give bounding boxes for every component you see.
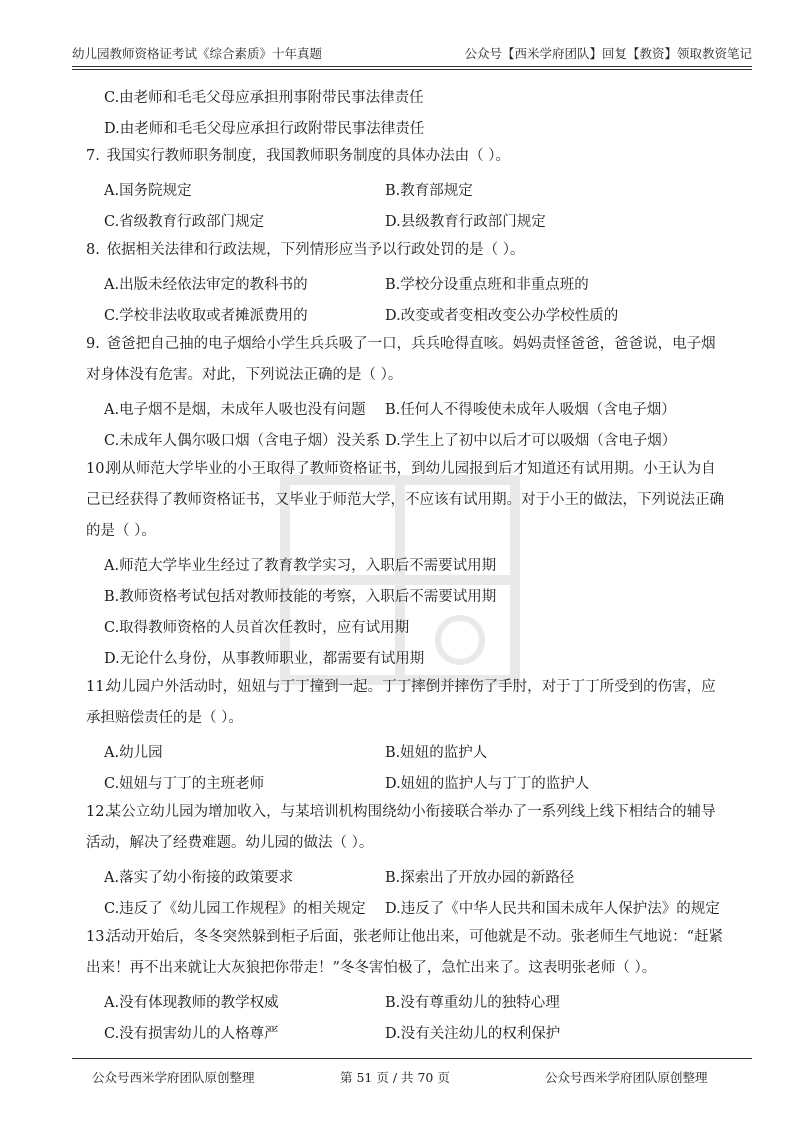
question-13 xyxy=(86,922,726,984)
question-stem: 某公立幼儿园为增加收入，与某培训机构围绕幼小衔接联合举办了一系列线上线下相结合的辅导活动，解决了经费难题。幼儿园的做法（ ）。 xyxy=(86,804,716,851)
header-divider-secondary xyxy=(72,69,752,70)
q13-option-c: C.没有损害幼儿的人格尊严 xyxy=(104,1026,279,1042)
q12-option-a: A.落实了幼小衔接的政策要求 xyxy=(104,870,294,886)
question-number: 12. xyxy=(86,804,110,820)
question-stem: 刚从师范大学毕业的小王取得了教师资格证书，到幼儿园报到后才知道还有试用期。小王认为自己已经获得了教师资格证书，又毕业于师范大学，不应该有试用期。对于小王的做法，下列说法正确的是（ ）。 xyxy=(86,461,724,539)
q10-option-b: B.教师资格考试包括对教师技能的考察，入职后不需要试用期 xyxy=(104,589,497,605)
q11-option-a: A.幼儿园 xyxy=(104,745,163,761)
question-stem: 我国实行教师职务制度，我国教师职务制度的具体办法由（ ）。 xyxy=(106,148,510,164)
q11-option-b: B.妞妞的监护人 xyxy=(385,745,488,761)
q9-option-a: A.电子烟不是烟，未成年人吸也没有问题 xyxy=(104,402,366,418)
footer-left: 公众号西米学府团队原创整理 xyxy=(92,1070,255,1085)
q7-option-b: B.教育部规定 xyxy=(385,183,473,199)
q9-option-b: B.任何人不得唆使未成年人吸烟（含电子烟） xyxy=(385,402,676,418)
question-stem: 幼儿园户外活动时，妞妞与丁丁撞到一起。丁丁摔倒并摔伤了手肘，对于丁丁所受到的伤害，应承担赔偿责任的是（ ）。 xyxy=(86,679,716,726)
q13-option-d: D.没有关注幼儿的权利保护 xyxy=(385,1026,561,1042)
header-title: 幼儿园教师资格证考试《综合素质》十年真题 xyxy=(72,46,323,61)
q8-option-a: A.出版未经依法审定的教科书的 xyxy=(104,277,308,293)
question-stem: 爸爸把自己抽的电子烟给小学生兵兵吸了一口，兵兵呛得直咳。妈妈责怪爸爸，爸爸说，电子烟对身体没有危害。对此，下列说法正确的是（ ）。 xyxy=(86,336,716,383)
q8-option-c: C.学校非法收取或者摊派费用的 xyxy=(104,308,308,324)
q8-option-d: D.改变或者变相改变公办学校性质的 xyxy=(385,308,619,324)
question-number: 10. xyxy=(86,461,110,477)
question-number: 11. xyxy=(86,679,110,695)
q7-option-d: D.县级教育行政部门规定 xyxy=(385,214,546,230)
q12-option-b: B.探索出了开放办园的新路径 xyxy=(385,870,575,886)
q8-option-b: B.学校分设重点班和非重点班的 xyxy=(385,277,589,293)
question-number: 9. xyxy=(86,336,100,352)
footer-right: 公众号西米学府团队原创整理 xyxy=(545,1070,708,1085)
question-10 xyxy=(86,454,726,547)
question-7 xyxy=(86,141,726,172)
q13-option-b: B.没有尊重幼儿的独特心理 xyxy=(385,995,560,1011)
question-11 xyxy=(86,672,726,734)
question-number: 8. xyxy=(86,242,100,258)
question-9 xyxy=(86,329,726,391)
q12-option-d: D.违反了《中华人民共和国未成年人保护法》的规定 xyxy=(385,901,720,917)
q10-option-d: D.无论什么身份，从事教师职业，都需要有试用期 xyxy=(104,651,425,667)
footer-divider xyxy=(72,1058,752,1059)
q12-option-c: C.违反了《幼儿园工作规程》的相关规定 xyxy=(104,901,366,917)
q11-option-d: D.妞妞的监护人与丁丁的监护人 xyxy=(385,776,590,792)
question-stem: 活动开始后，冬冬突然躲到柜子后面，张老师让他出来，可他就是不动。张老师生气地说：“赶紧出来！再不出来就让大灰狼把你带走！”冬冬害怕极了，急忙出来了。这表明张老师（ ）。 xyxy=(86,929,724,976)
question-stem: 依据相关法律和行政法规，下列情形应当予以行政处罚的是（ ）。 xyxy=(106,242,525,258)
header-promo: 公众号【西米学府团队】回复【教资】领取教资笔记 xyxy=(464,46,752,61)
question-8 xyxy=(86,235,726,266)
q10-option-c: C.取得教师资格的人员首次任教时，应有试用期 xyxy=(104,620,410,636)
q7-option-a: A.国务院规定 xyxy=(104,183,192,199)
question-number: 13. xyxy=(86,929,110,945)
page-number: 第 51 页 / 共 70 页 xyxy=(340,1070,450,1085)
page-header xyxy=(72,44,752,66)
q9-option-c: C.未成年人偶尔吸口烟（含电子烟）没关系 xyxy=(104,433,381,449)
q7-option-c: C.省级教育行政部门规定 xyxy=(104,214,265,230)
question-12 xyxy=(86,797,726,859)
prev-option-c: C.由老师和毛毛父母应承担刑事附带民事法律责任 xyxy=(104,90,424,106)
header-divider xyxy=(72,66,752,67)
q13-option-a: A.没有体现教师的教学权威 xyxy=(104,995,279,1011)
prev-option-d: D.由老师和毛毛父母应承担行政附带民事法律责任 xyxy=(104,121,425,137)
q10-option-a: A.师范大学毕业生经过了教育教学实习，入职后不需要试用期 xyxy=(104,558,497,574)
question-number: 7. xyxy=(86,148,100,164)
q9-option-d: D.学生上了初中以后才可以吸烟（含电子烟） xyxy=(385,433,677,449)
q11-option-c: C.妞妞与丁丁的主班老师 xyxy=(104,776,265,792)
